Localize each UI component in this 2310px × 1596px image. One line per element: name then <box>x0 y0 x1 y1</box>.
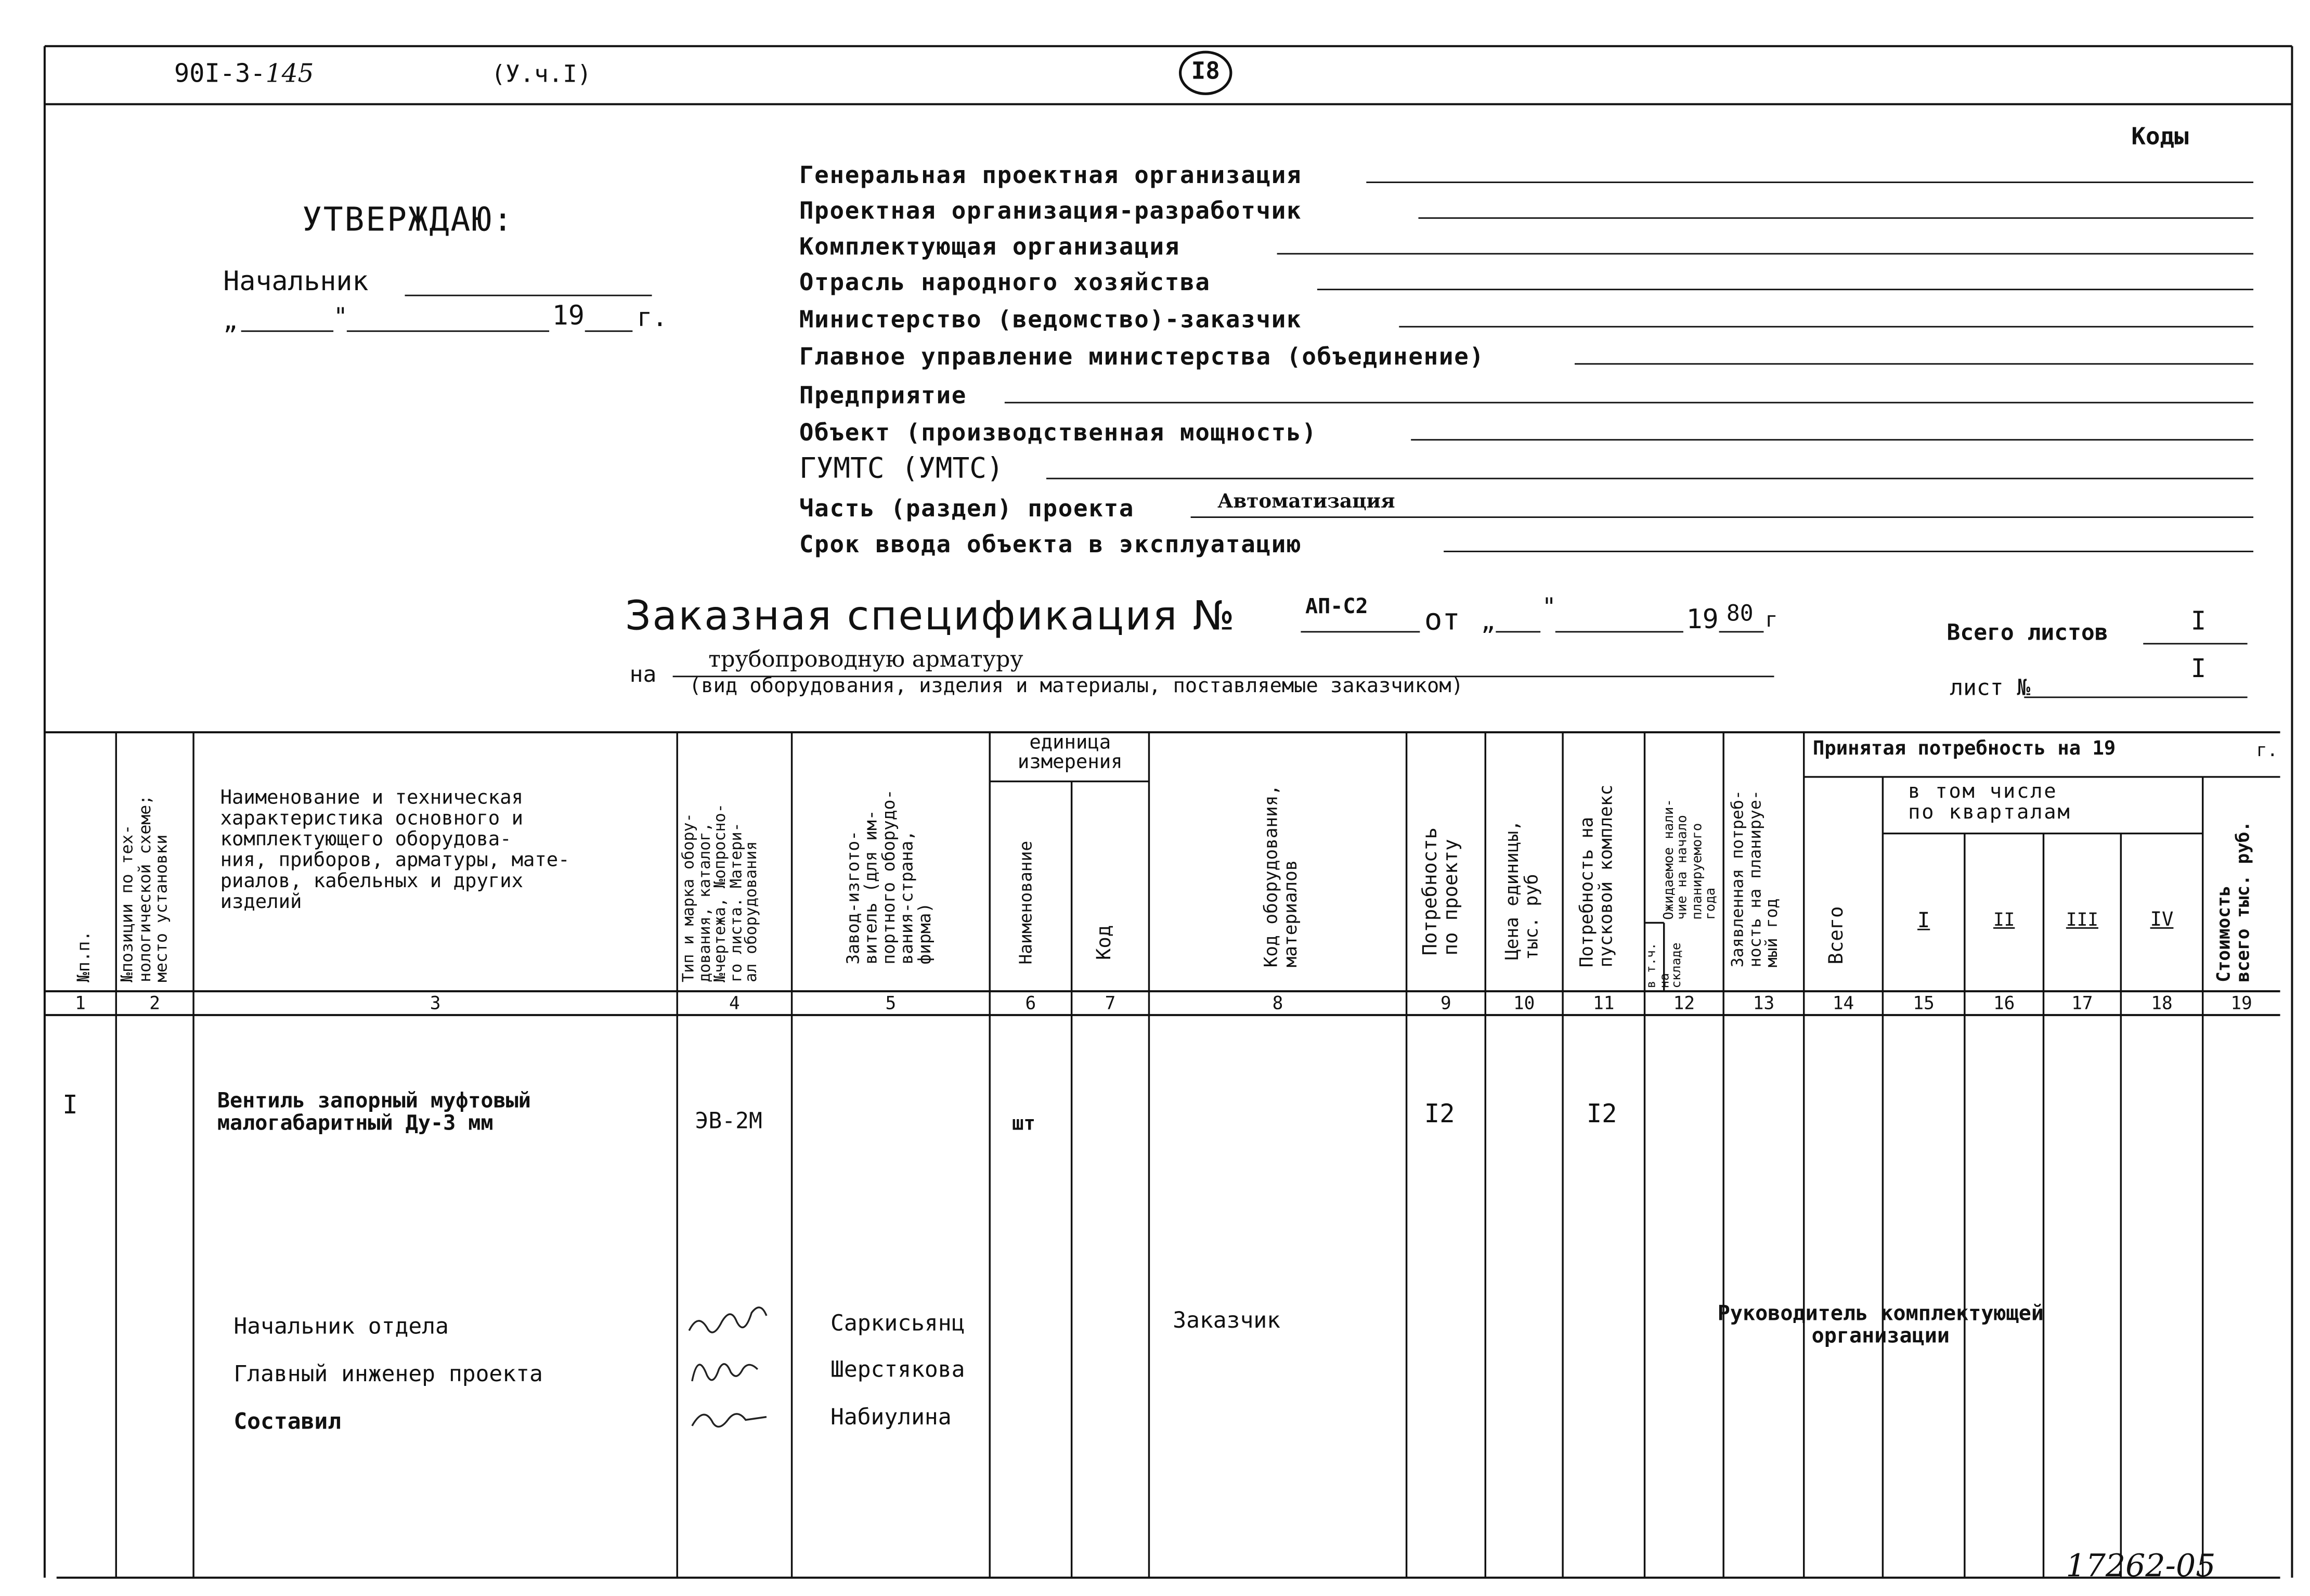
signature-name: Набиулина <box>830 1403 952 1431</box>
col-header-12: Ожидаемое нали- чие на начало планируемого года <box>1662 799 1720 920</box>
spec-title: Заказная спецификация № <box>625 593 1236 640</box>
accepted-group-suffix: г. <box>2256 739 2278 761</box>
column-number: 1 <box>75 992 86 1014</box>
approval-date-open: „ <box>223 306 238 335</box>
item-name: Вентиль запорный муфтовый малогабаритный Ду-3 мм <box>217 1089 531 1136</box>
org-field-label: Главное управление министерства (объединение) <box>799 342 1485 371</box>
org-field-label: Проектная организация-разработчик <box>799 196 1302 225</box>
column-number: 2 <box>149 992 160 1014</box>
column-number: 3 <box>430 992 441 1014</box>
org-field-label: Срок ввода объекта в эксплуатацию <box>799 529 1302 559</box>
spec-quote-open: „ <box>1481 607 1496 636</box>
column-number: 14 <box>1832 992 1854 1014</box>
org-field-label: Генеральная проектная организация <box>799 161 1302 189</box>
total-sheets-label: Всего листов <box>1946 619 2108 646</box>
col-header-14: Всего <box>1826 906 1849 965</box>
spec-on-label: на <box>629 660 657 688</box>
quarters-group-header: в том числе по кварталам <box>1908 780 2071 824</box>
volume-label: (У.ч.I) <box>491 59 592 88</box>
col-header-19: Стоимость всего тыс. руб. <box>2213 821 2253 982</box>
signature-role: Составил <box>233 1408 342 1435</box>
approval-title: УТВЕРЖДАЮ: <box>302 202 514 240</box>
signature-name: Саркисьянц <box>830 1309 965 1337</box>
row-number: I <box>62 1091 78 1121</box>
project-part-value: Автоматизация <box>1217 491 1395 514</box>
column-number: 18 <box>2151 992 2173 1014</box>
series-code: 90I-3-145 <box>174 59 314 89</box>
item-type: ЭВ-2М <box>695 1107 762 1134</box>
approval-date-close: " <box>333 302 348 331</box>
spec-subject: трубопроводную арматуру <box>708 646 1023 673</box>
sheet-number-label: лист № <box>1950 674 2031 702</box>
spec-from-label: от <box>1424 601 1460 637</box>
sheet-number-value: I <box>2190 655 2207 685</box>
codes-label: Коды <box>2131 122 2189 151</box>
supplier-label: Руководитель комплектующей организации <box>1717 1302 2044 1348</box>
col-header-q1: I <box>1917 909 1930 933</box>
page-number: I8 <box>1191 56 1220 85</box>
col-header-q2: II <box>1993 909 2015 930</box>
item-need-project: I2 <box>1424 1100 1455 1130</box>
approval-year-suffix: г. <box>637 303 668 334</box>
col-header-10: Цена единицы, тыс. руб <box>1501 820 1541 960</box>
col-header-13: Заявленная потреб- ность на планируе- мый год <box>1728 790 1782 968</box>
unit-group-header: единица измерения <box>1017 732 1123 774</box>
org-field-label: Предприятие <box>799 381 967 410</box>
org-field-label: ГУМТС (УМТС) <box>799 452 1004 486</box>
col-header-q3: III <box>2066 909 2098 930</box>
spec-year-suffix: г <box>1765 608 1778 633</box>
column-number: 4 <box>729 992 740 1014</box>
org-field-label: Часть (раздел) проекта <box>799 494 1135 523</box>
total-sheets-value: I <box>2190 607 2207 637</box>
column-number: 13 <box>1753 992 1775 1014</box>
col-header-9: Потребность по проекту <box>1420 827 1463 956</box>
column-number: 16 <box>1993 992 2015 1014</box>
spec-year-prefix: 19 <box>1686 604 1719 636</box>
col-header-4: Тип и марка обору- дования, каталог, №чертежа, №опросно- го листа. Матери- ал оборудования <box>680 803 761 982</box>
spec-subject-caption: (вид оборудования, изделия и материалы, поставляемые заказчиком) <box>689 674 1463 698</box>
col-header-7: Код <box>1094 925 1117 960</box>
item-need-complex: I2 <box>1586 1100 1617 1130</box>
col-header-11: Потребность на пусковой комплекс <box>1576 784 1616 968</box>
column-number: 11 <box>1593 992 1615 1014</box>
signature-name: Шерстякова <box>830 1356 965 1383</box>
customer-label: Заказчик <box>1173 1306 1281 1334</box>
archive-number: 17262-05 <box>2066 1548 2216 1584</box>
col-header-5: Завод-изгото- витель (для им- портного оборудо- вания-страна, фирма) <box>842 789 936 965</box>
org-field-label: Объект (производственная мощность) <box>799 418 1317 447</box>
column-number: 6 <box>1025 992 1036 1014</box>
accepted-group-header: Принятая потребность на 19 <box>1812 738 2116 761</box>
column-number: 19 <box>2230 992 2252 1014</box>
col-header-q4: IV <box>2150 909 2174 932</box>
approval-head-label: Начальник <box>223 266 369 298</box>
org-field-label: Министерство (ведомство)-заказчик <box>799 305 1302 334</box>
column-number: 5 <box>885 992 897 1014</box>
spec-number: АП-С2 <box>1305 595 1368 619</box>
signature-role: Начальник отдела <box>233 1313 449 1340</box>
item-unit: шт <box>1012 1113 1035 1136</box>
column-number: 15 <box>1913 992 1935 1014</box>
col-header-3: Наименование и техническая характеристика основного и комплектующего оборудова- ния, приборов, арматуры, мате- риалов, кабельных и других изделий <box>220 787 570 914</box>
column-number: 8 <box>1272 992 1283 1014</box>
column-number: 17 <box>2071 992 2093 1014</box>
col-header-2: №позиции по тех- нологической схеме; место установки <box>118 795 172 982</box>
column-number: 7 <box>1105 992 1116 1014</box>
approval-year: 19 <box>552 301 585 332</box>
spec-year: 80 <box>1726 600 1754 627</box>
column-number: 9 <box>1440 992 1451 1014</box>
col-header-8: Код оборудования, материалов <box>1261 784 1301 968</box>
col-header-1: №п.п. <box>73 930 94 982</box>
col-header-6: Наименование <box>1015 840 1036 965</box>
column-number: 10 <box>1513 992 1535 1014</box>
column-number: 12 <box>1673 992 1695 1014</box>
org-field-label: Отрасль народного хозяйства <box>799 268 1211 296</box>
org-field-label: Комплектующая организация <box>799 232 1180 261</box>
col-header-12-sub: в т.ч. на складе <box>1644 942 1685 989</box>
signature-role: Главный инженер проекта <box>233 1360 543 1387</box>
spec-quote-close: " <box>1542 592 1556 621</box>
